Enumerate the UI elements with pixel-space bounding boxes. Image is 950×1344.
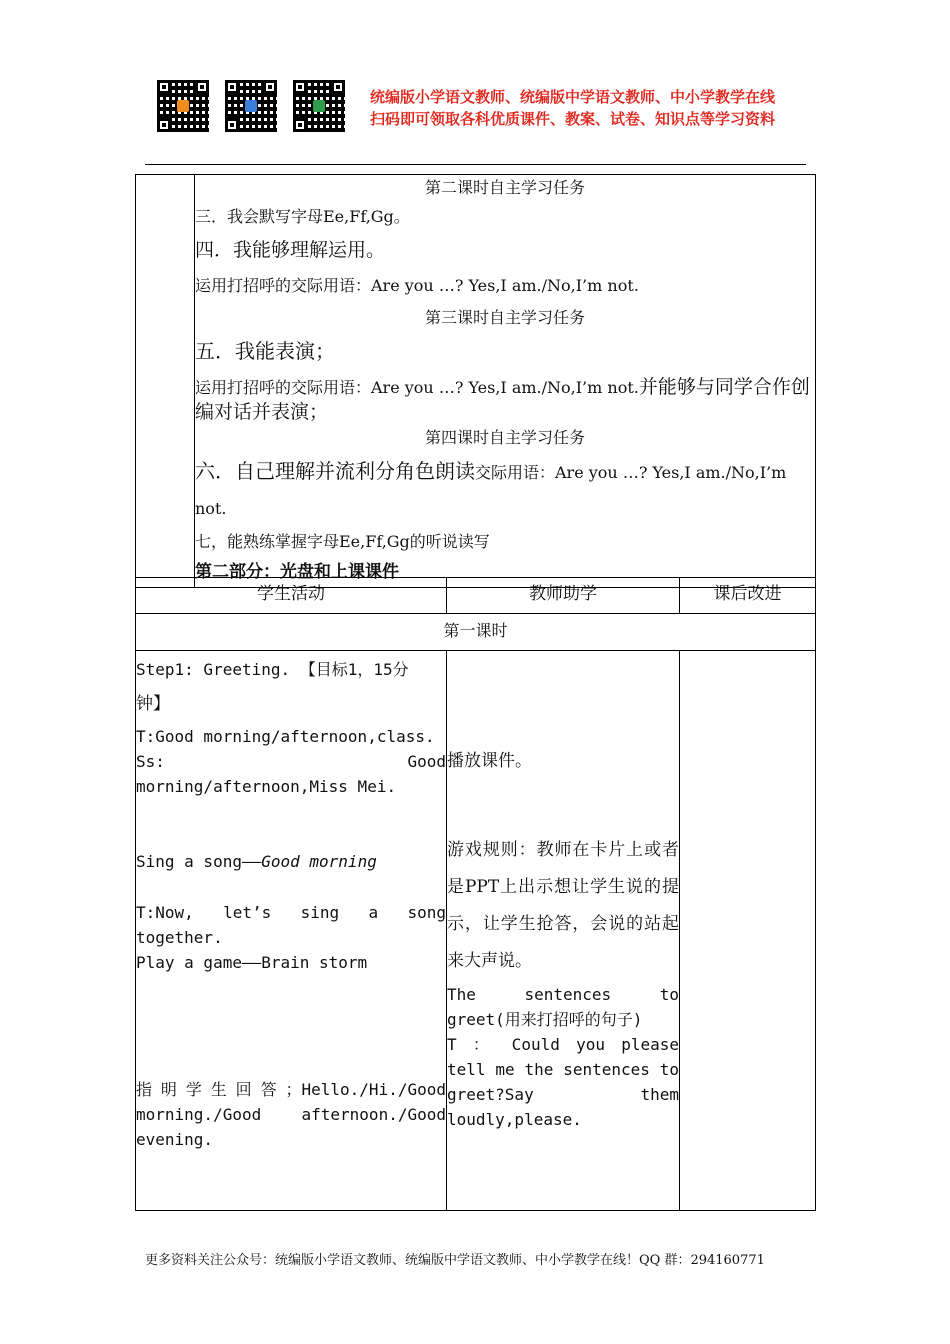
- lesson2-title: 第二课时自主学习任务: [424, 178, 585, 197]
- teacher-greeting: T:Good morning/afternoon,class.: [136, 727, 435, 746]
- task-item-4-detail: 运用打招呼的交际用语：Are you …? Yes,I am./No,I’m not.: [195, 276, 639, 295]
- task-item-6-b: 交际用语：Are you …? Yes,I am./No,I’m not.: [195, 463, 787, 518]
- task-item-6: [195, 453, 815, 527]
- task-content-cell: [195, 175, 816, 588]
- song-title: Good morning: [261, 852, 377, 871]
- sing-song-line: [136, 849, 446, 874]
- task-table: [135, 174, 816, 588]
- header-line-1: 统编版小学语文教师、统编版中学语文教师、中小学教学在线: [370, 88, 776, 106]
- student-answers: 指明学生回答；Hello./Hi./Good morning./Good afternoon./Good evening.: [136, 1080, 446, 1149]
- improvement-cell: [680, 651, 816, 1211]
- task-item-5-detail: [195, 375, 815, 425]
- header-student-activity: 学生活动: [136, 578, 447, 614]
- task-left-cell: [136, 175, 195, 588]
- students-greeting: morning/afternoon,Miss Mei.: [136, 777, 397, 796]
- task-item-4: 四．我能够理解运用。: [195, 239, 386, 261]
- lesson3-title: 第三课时自主学习任务: [424, 308, 585, 327]
- game-rules: 游戏规则：教师在卡片上或者是PPT上出示想让学生说的提示，让学生抢答，会说的站起来大声说。: [447, 840, 679, 971]
- header-teacher-help: 教师助学: [447, 578, 680, 614]
- lesson4-title: 第四课时自主学习任务: [424, 428, 585, 447]
- greeting-sentences: The sentences to greet(用来打招呼的句子): [447, 985, 679, 1029]
- header-line-2: 扫码即可领取各科优质课件、教案、试卷、知识点等学习资料: [370, 110, 776, 128]
- task-item-3: 三．我会默写字母Ee,Ff,Gg。: [195, 207, 410, 226]
- qr-code-icon[interactable]: [225, 80, 277, 132]
- task-item-5: 五．我能表演；: [195, 339, 335, 363]
- step1-line-a: Step1: Greeting. 【目标1，15分: [136, 660, 409, 679]
- qr-code-icon[interactable]: [293, 80, 345, 132]
- sing-song-prefix: Sing a song——: [136, 852, 262, 871]
- teacher-help-cell: [447, 651, 680, 1211]
- step1-line-b: 钟】: [136, 694, 170, 714]
- header-improvement: 课后改进: [680, 578, 816, 614]
- lesson1-title: 第一课时: [136, 614, 816, 651]
- part2-heading: 第二部分：光盘和上课课件: [195, 562, 399, 582]
- task-item-7: 七，能熟练掌握字母Ee,Ff,Gg的听说读写: [195, 532, 490, 551]
- brain-storm-game: Play a game——Brain storm: [136, 953, 368, 972]
- task-item-6-a: 六．自己理解并流利分角色朗读: [195, 459, 475, 483]
- students-label: Ss:: [136, 752, 165, 771]
- lesson-table: [135, 577, 816, 1211]
- header-promo-text: [370, 86, 775, 130]
- qr-code-row: [157, 80, 345, 132]
- teacher-sing-together: T:Now, let’s sing a song together.: [136, 903, 446, 947]
- teacher-prompt: T ： Could you please tell me the sentences to greet?Say them loudly,please.: [447, 1035, 679, 1129]
- task-item-5-detail-b: 并能够与同学合作创编对话并表演；: [195, 376, 810, 423]
- qr-code-icon[interactable]: [157, 80, 209, 132]
- task-item-5-detail-a: 运用打招呼的交际用语：Are you …? Yes,I am./No,I’m not.: [195, 378, 639, 397]
- student-activity-cell: [136, 651, 447, 1211]
- students-good: Good: [407, 752, 446, 771]
- header-divider: [145, 164, 806, 165]
- footer-text: 更多资料关注公众号：统编版小学语文教师、统编版中学语文教师、中小学教学在线！QQ 群：294160771: [145, 1253, 765, 1268]
- play-courseware: 播放课件。: [447, 751, 532, 771]
- students-greeting-line: [136, 749, 446, 774]
